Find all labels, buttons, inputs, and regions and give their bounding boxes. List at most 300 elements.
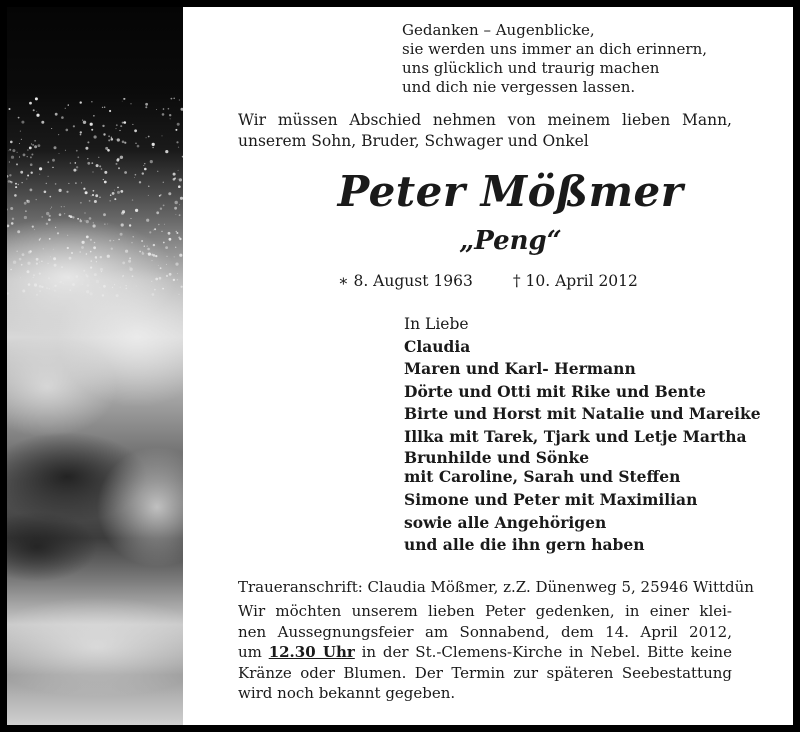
mourners-list [404, 313, 761, 557]
spray-droplet [104, 181, 107, 184]
spray-droplet [39, 167, 42, 170]
deceased-name: Peter Mößmer [337, 167, 684, 216]
spray-droplet [109, 110, 111, 112]
spray-droplet [132, 199, 133, 200]
spray-droplet [137, 145, 140, 148]
memorial-service-notice [238, 601, 732, 704]
spray-droplet [178, 185, 181, 188]
spray-droplet [146, 219, 149, 222]
spray-droplet [19, 156, 20, 157]
spray-droplet [99, 165, 101, 167]
spray-droplet [117, 158, 120, 161]
spray-droplet [120, 287, 121, 288]
spray-droplet [91, 162, 93, 164]
spray-droplet [26, 200, 28, 202]
spray-droplet [33, 277, 34, 278]
spray-droplet [168, 192, 171, 195]
spray-droplet [123, 98, 125, 100]
spray-droplet [114, 284, 115, 285]
spray-droplet [92, 194, 94, 196]
spray-droplet [64, 206, 65, 207]
spray-droplet [116, 124, 118, 126]
spray-droplet [159, 195, 161, 197]
spray-droplet [54, 285, 56, 287]
spray-droplet [80, 134, 82, 136]
spray-droplet [58, 296, 59, 297]
spray-droplet [39, 273, 41, 275]
spray-droplet [54, 290, 56, 292]
spray-droplet [51, 207, 52, 208]
spray-droplet [59, 189, 62, 192]
spray-droplet [50, 208, 51, 209]
spray-droplet [9, 108, 11, 110]
spray-droplet [142, 251, 143, 252]
spray-droplet [133, 236, 134, 237]
spray-droplet [152, 260, 153, 261]
spray-droplet [162, 113, 165, 116]
spray-droplet [71, 252, 73, 254]
spray-droplet [175, 201, 178, 204]
memorial-verse [402, 21, 707, 97]
spray-droplet [55, 113, 58, 116]
spray-droplet [110, 194, 112, 196]
family-member: mit Caroline, Sarah und Steffen [404, 467, 681, 486]
spray-droplet [147, 248, 150, 251]
spray-droplet [165, 150, 168, 153]
spray-droplet [68, 183, 69, 184]
spray-droplet [132, 242, 133, 243]
spray-droplet [159, 277, 162, 280]
spray-droplet [120, 156, 123, 159]
spray-droplet [101, 168, 103, 170]
spray-droplet [121, 223, 124, 226]
spray-droplet [21, 264, 23, 266]
spray-droplet [139, 251, 141, 253]
spray-droplet [46, 183, 47, 184]
notice-line-2: nen Aussegnungsfeier am Sonnabend, dem 14. April 2012, [238, 622, 732, 641]
spray-droplet [83, 188, 85, 190]
spray-droplet [135, 174, 137, 176]
mourning-address: Traueranschrift: Claudia Mößmer, z.Z. Dünenweg 5, 25946 Wittdün [238, 578, 754, 596]
spray-droplet [39, 174, 40, 175]
spray-droplet [67, 247, 69, 249]
spray-droplet [91, 101, 92, 102]
spray-droplet [153, 254, 156, 257]
spray-droplet [64, 213, 65, 214]
family-intro: In Liebe [404, 315, 469, 333]
spray-droplet [179, 204, 180, 205]
spray-droplet [49, 288, 50, 289]
spray-droplet [94, 135, 97, 138]
spray-droplet [122, 101, 123, 102]
spray-droplet [119, 130, 120, 131]
spray-droplet [112, 192, 115, 195]
spray-droplet [24, 216, 27, 219]
spray-droplet [10, 269, 12, 271]
farewell-intro [238, 110, 732, 152]
spray-droplet [27, 149, 29, 151]
spray-droplet [41, 121, 44, 124]
spray-droplet [50, 256, 51, 257]
spray-droplet [103, 285, 106, 288]
spray-droplet [95, 257, 97, 259]
spray-droplet [154, 289, 156, 291]
spray-droplet [82, 120, 83, 121]
obituary-card [7, 7, 793, 725]
spray-droplet [116, 163, 118, 165]
spray-droplet [111, 138, 114, 141]
spray-droplet [148, 136, 150, 138]
death-date: † 10. April 2012 [512, 272, 638, 290]
spray-droplet [179, 178, 182, 181]
spray-droplet [99, 197, 100, 198]
spray-droplet [93, 224, 96, 227]
spray-droplet [41, 261, 42, 262]
spray-droplet [93, 190, 95, 192]
spray-droplet [162, 135, 163, 136]
spray-droplet [77, 170, 78, 171]
spray-droplet [117, 187, 119, 189]
spray-droplet [34, 283, 37, 286]
spray-droplet [108, 139, 110, 141]
spray-droplet [27, 175, 29, 177]
spray-droplet [46, 212, 49, 215]
spray-droplet [180, 197, 183, 200]
spray-droplet [110, 200, 111, 201]
spray-droplet [116, 128, 117, 129]
spray-droplet [24, 202, 27, 205]
spray-droplet [158, 224, 160, 226]
spray-droplet [148, 253, 151, 256]
spray-droplet [86, 220, 89, 223]
spray-droplet [27, 262, 30, 265]
spray-droplet [65, 150, 66, 151]
spray-droplet [75, 162, 77, 164]
spray-droplet [20, 277, 21, 278]
wave-spray-image [7, 7, 183, 725]
notice-line-4: Kränze oder Blumen. Der Termin zur späteren Seebestattung [238, 663, 732, 682]
spray-droplet [35, 97, 38, 100]
spray-droplet [100, 268, 103, 271]
spray-droplet [9, 149, 11, 151]
spray-droplet [113, 240, 114, 241]
spray-droplet [177, 123, 180, 126]
spray-droplet [55, 227, 56, 228]
spray-droplet [82, 284, 83, 285]
spray-droplet [124, 142, 126, 144]
spray-droplet [99, 287, 100, 288]
spray-droplet [122, 122, 124, 124]
spray-droplet [66, 191, 68, 193]
spray-droplet [87, 141, 89, 143]
spray-droplet [54, 146, 57, 149]
spray-droplet [51, 128, 52, 129]
spray-droplet [116, 294, 119, 297]
spray-droplet [14, 194, 17, 197]
spray-droplet [69, 289, 71, 291]
spray-droplet [27, 156, 28, 157]
spray-droplet [85, 147, 88, 150]
spray-droplet [96, 280, 99, 283]
spray-droplet [168, 108, 170, 110]
spray-droplet [165, 246, 168, 249]
spray-droplet [122, 141, 125, 144]
notice-line-3-end: in der St.-Clemens-Kirche in Nebel. Bitte keine [361, 643, 732, 661]
spray-droplet [18, 184, 19, 185]
spray-droplet [142, 172, 144, 174]
spray-droplet [129, 267, 130, 268]
spray-droplet [70, 162, 71, 163]
spray-droplet [118, 167, 120, 169]
spray-droplet [15, 183, 17, 185]
spray-droplet [29, 147, 32, 150]
spray-droplet [177, 273, 178, 274]
spray-droplet [80, 202, 82, 204]
spray-droplet [147, 253, 148, 254]
spray-droplet [68, 104, 69, 105]
spray-droplet [87, 284, 90, 287]
spray-droplet [124, 121, 127, 124]
spray-droplet [12, 149, 15, 152]
spray-droplet [112, 287, 113, 288]
family-member: Birte und Horst mit Natalie und Mareike [404, 404, 761, 423]
spray-droplet [48, 263, 49, 264]
spray-droplet [77, 156, 79, 158]
spray-droplet [148, 186, 149, 187]
spray-droplet [53, 257, 56, 260]
spray-droplet [139, 181, 141, 183]
intro-line-2: unserem Sohn, Bruder, Schwager und Onkel [238, 132, 589, 150]
spray-droplet [30, 163, 33, 166]
spray-droplet [134, 129, 137, 132]
spray-droplet [29, 102, 32, 105]
spray-droplet [93, 222, 94, 223]
spray-droplet [169, 273, 172, 276]
spray-droplet [154, 228, 156, 230]
spray-droplet [90, 267, 92, 269]
spray-droplet [81, 246, 84, 249]
spray-droplet [83, 270, 85, 272]
spray-droplet [175, 129, 177, 131]
spray-droplet [21, 139, 22, 140]
spray-droplet [30, 156, 32, 158]
spray-droplet [73, 125, 75, 127]
spray-droplet [182, 156, 183, 158]
intro-line-1: Wir müssen Abschied nehmen von meinem lieben Mann, [238, 111, 732, 129]
spray-droplet [90, 251, 92, 253]
spray-droplet [145, 106, 147, 108]
spray-droplet [90, 292, 93, 295]
spray-droplet [48, 176, 49, 177]
spray-droplet [91, 129, 93, 131]
family-member: sowie alle Angehörigen [404, 512, 607, 532]
spray-droplet [163, 242, 165, 244]
spray-droplet [153, 244, 155, 246]
spray-droplet [31, 172, 33, 174]
spray-droplet [163, 108, 165, 110]
notice-line-3 [238, 642, 732, 663]
spray-droplet [176, 214, 177, 215]
spray-droplet [11, 156, 14, 159]
spray-droplet [39, 290, 40, 291]
spray-droplet [79, 251, 81, 253]
spray-droplet [104, 171, 107, 174]
spray-droplet [72, 283, 75, 286]
spray-droplet [93, 115, 95, 117]
spray-droplet [136, 286, 137, 287]
spray-droplet [73, 169, 76, 172]
spray-droplet [18, 117, 20, 119]
spray-droplet [50, 196, 52, 198]
spray-droplet [129, 224, 131, 226]
spray-droplet [149, 231, 151, 233]
spray-droplet [175, 247, 176, 248]
spray-droplet [130, 103, 131, 104]
spray-droplet [76, 166, 78, 168]
spray-droplet [54, 264, 57, 267]
spray-droplet [57, 232, 59, 234]
spray-droplet [41, 216, 43, 218]
spray-droplet [147, 246, 148, 247]
spray-droplet [39, 285, 42, 288]
spray-droplet [175, 263, 178, 266]
spray-droplet [144, 168, 147, 171]
spray-droplet [33, 274, 35, 276]
spray-droplet [61, 206, 62, 207]
spray-droplet [8, 150, 9, 151]
spray-droplet [173, 279, 175, 281]
spray-droplet [98, 157, 99, 158]
spray-droplet [59, 153, 60, 154]
spray-droplet [61, 266, 63, 268]
spray-droplet [132, 275, 134, 277]
spray-droplet [142, 252, 145, 255]
spray-droplet [145, 103, 148, 106]
spray-droplet [17, 152, 18, 153]
spray-droplet [104, 224, 105, 225]
deceased-nickname: „Peng“ [459, 226, 562, 256]
spray-droplet [27, 270, 30, 273]
spray-droplet [135, 143, 136, 144]
spray-droplet [60, 281, 62, 283]
spray-droplet [85, 191, 88, 194]
spray-droplet [160, 194, 161, 195]
spray-droplet [109, 240, 111, 242]
spray-droplet [15, 186, 17, 188]
spray-droplet [33, 109, 35, 111]
spray-droplet [160, 208, 162, 210]
spray-droplet [146, 137, 147, 138]
spray-droplet [10, 181, 11, 182]
spray-droplet [52, 167, 53, 168]
spray-droplet [152, 293, 155, 296]
spray-droplet [85, 221, 86, 222]
spray-droplet [55, 183, 57, 185]
spray-droplet [132, 124, 133, 125]
spray-droplet [129, 268, 132, 271]
spray-droplet [48, 277, 50, 279]
verse-line: Gedanken – Augenblicke, [402, 21, 595, 39]
spray-droplet [87, 162, 90, 165]
spray-droplet [53, 249, 54, 250]
spray-droplet [49, 215, 51, 217]
spray-droplet [72, 216, 74, 218]
spray-droplet [65, 108, 66, 109]
spray-droplet [26, 179, 27, 180]
notice-line-5: wird noch bekannt gegeben. [238, 684, 456, 702]
spray-droplet [69, 257, 72, 260]
spray-droplet [19, 143, 20, 144]
spray-droplet [19, 258, 22, 261]
spray-droplet [43, 248, 44, 249]
spray-droplet [107, 149, 110, 152]
service-time: 12.30 Uhr [268, 643, 355, 661]
life-dates [338, 271, 638, 291]
spray-droplet [126, 288, 128, 290]
spray-droplet [163, 205, 165, 207]
spray-droplet [89, 217, 92, 220]
spray-droplet [95, 194, 98, 197]
spray-droplet [39, 239, 40, 240]
spray-droplet [22, 253, 25, 256]
spray-droplet [168, 232, 171, 235]
spray-droplet [128, 260, 131, 263]
spray-droplet [144, 246, 145, 247]
spray-droplet [46, 223, 48, 225]
spray-droplet [144, 163, 145, 164]
spray-droplet [166, 256, 167, 257]
spray-droplet [103, 213, 106, 216]
spray-droplet [135, 209, 138, 212]
spray-droplet [122, 276, 123, 277]
spray-droplet [111, 137, 112, 138]
spray-droplet [23, 154, 26, 157]
spray-droplet [32, 144, 34, 146]
family-member: Claudia [404, 336, 471, 356]
spray-droplet [179, 100, 180, 101]
spray-droplet [9, 161, 10, 162]
spray-droplet [100, 256, 102, 258]
spray-droplet [166, 264, 167, 265]
spray-droplet [102, 125, 104, 127]
spray-droplet [53, 287, 54, 288]
spray-droplet [36, 263, 38, 265]
spray-droplet [34, 145, 37, 148]
notice-line-1: Wir möchten unserem lieben Peter gedenken, in einer klei- [238, 602, 732, 620]
spray-droplet [114, 190, 115, 191]
family-member: Dörte und Otti mit Rike und Bente [404, 381, 706, 401]
spray-droplet [108, 135, 110, 137]
spray-droplet [66, 129, 69, 132]
spray-droplet [173, 98, 175, 100]
spray-droplet [158, 265, 159, 266]
spray-droplet [22, 182, 23, 183]
spray-droplet [120, 233, 123, 236]
spray-droplet [169, 238, 172, 241]
spray-droplet [125, 250, 128, 253]
spray-droplet [36, 294, 38, 296]
spray-droplet [90, 123, 93, 126]
spray-droplet [70, 215, 73, 218]
spray-droplet [7, 175, 8, 178]
spray-droplet [170, 119, 171, 120]
spray-droplet [75, 182, 77, 184]
family-member: Illka mit Tarek, Tjark und Letje Martha [404, 426, 747, 446]
spray-droplet [30, 189, 33, 192]
spray-droplet [20, 171, 23, 174]
spray-droplet [120, 190, 123, 193]
spray-droplet [143, 165, 144, 166]
